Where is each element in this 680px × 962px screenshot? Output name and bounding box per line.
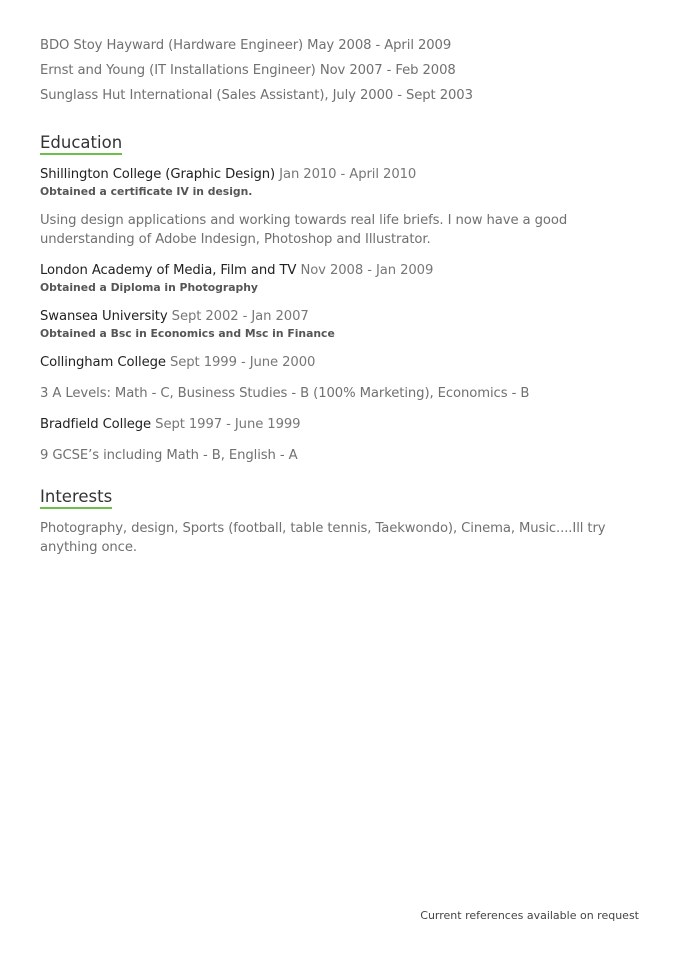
- entry-title: [40, 307, 640, 326]
- entry-dates: Sept 1997 - June 1999: [155, 417, 301, 432]
- entry-dates: Jan 2010 - April 2010: [279, 167, 417, 182]
- work-history: [40, 36, 640, 105]
- interests-text: Photography, design, Sports (football, table tennis, Taekwondo), Cinema, Music....Ill try anything once.: [40, 521, 606, 555]
- entry-dates: Nov 2008 - Jan 2009: [300, 263, 434, 278]
- interests-heading: Interests: [40, 487, 112, 509]
- entry-description: 3 A Levels: Math - C, Business Studies - B (100% Marketing), Economics - B: [40, 386, 530, 401]
- resume-page: [40, 36, 640, 557]
- entry-description: 9 GCSE’s including Math - B, English - A: [40, 448, 298, 463]
- work-item: Sunglass Hut International (Sales Assistant), July 2000 - Sept 2003: [40, 88, 473, 103]
- institution-name: Shillington College (Graphic Design): [40, 167, 276, 182]
- institution-name: Collingham College: [40, 355, 166, 370]
- qualification-note: Obtained a certificate IV in design.: [40, 185, 253, 198]
- education-entry: [40, 307, 640, 341]
- institution-name: London Academy of Media, Film and TV: [40, 263, 297, 278]
- entry-title: [40, 261, 640, 280]
- education-entry: [40, 353, 640, 403]
- entry-description: Using design applications and working towards real life briefs. I now have a good understanding of Adobe Indesign, Photoshop and Illustrator.: [40, 213, 568, 247]
- qualification-note: Obtained a Diploma in Photography: [40, 281, 258, 294]
- institution-name: Bradfield College: [40, 417, 152, 432]
- interests-section: [40, 477, 640, 557]
- work-item: Ernst and Young (IT Installations Engineer) Nov 2007 - Feb 2008: [40, 63, 456, 78]
- education-entry: [40, 415, 640, 465]
- entry-dates: Sept 1999 - June 2000: [169, 355, 316, 370]
- institution-name: Swansea University: [40, 309, 168, 324]
- education-entry: [40, 261, 640, 295]
- qualification-note: Obtained a Bsc in Economics and Msc in Finance: [40, 327, 335, 340]
- work-item: BDO Stoy Hayward (Hardware Engineer) May 2008 - April 2009: [40, 38, 452, 53]
- education-heading: Education: [40, 133, 122, 155]
- references-footer: Current references available on request: [420, 909, 639, 922]
- entry-title: [40, 165, 640, 184]
- education-entry: [40, 165, 640, 249]
- entry-dates: Sept 2002 - Jan 2007: [171, 309, 309, 324]
- education-section: [40, 111, 640, 465]
- entry-title: [40, 353, 640, 372]
- entry-title: [40, 415, 640, 434]
